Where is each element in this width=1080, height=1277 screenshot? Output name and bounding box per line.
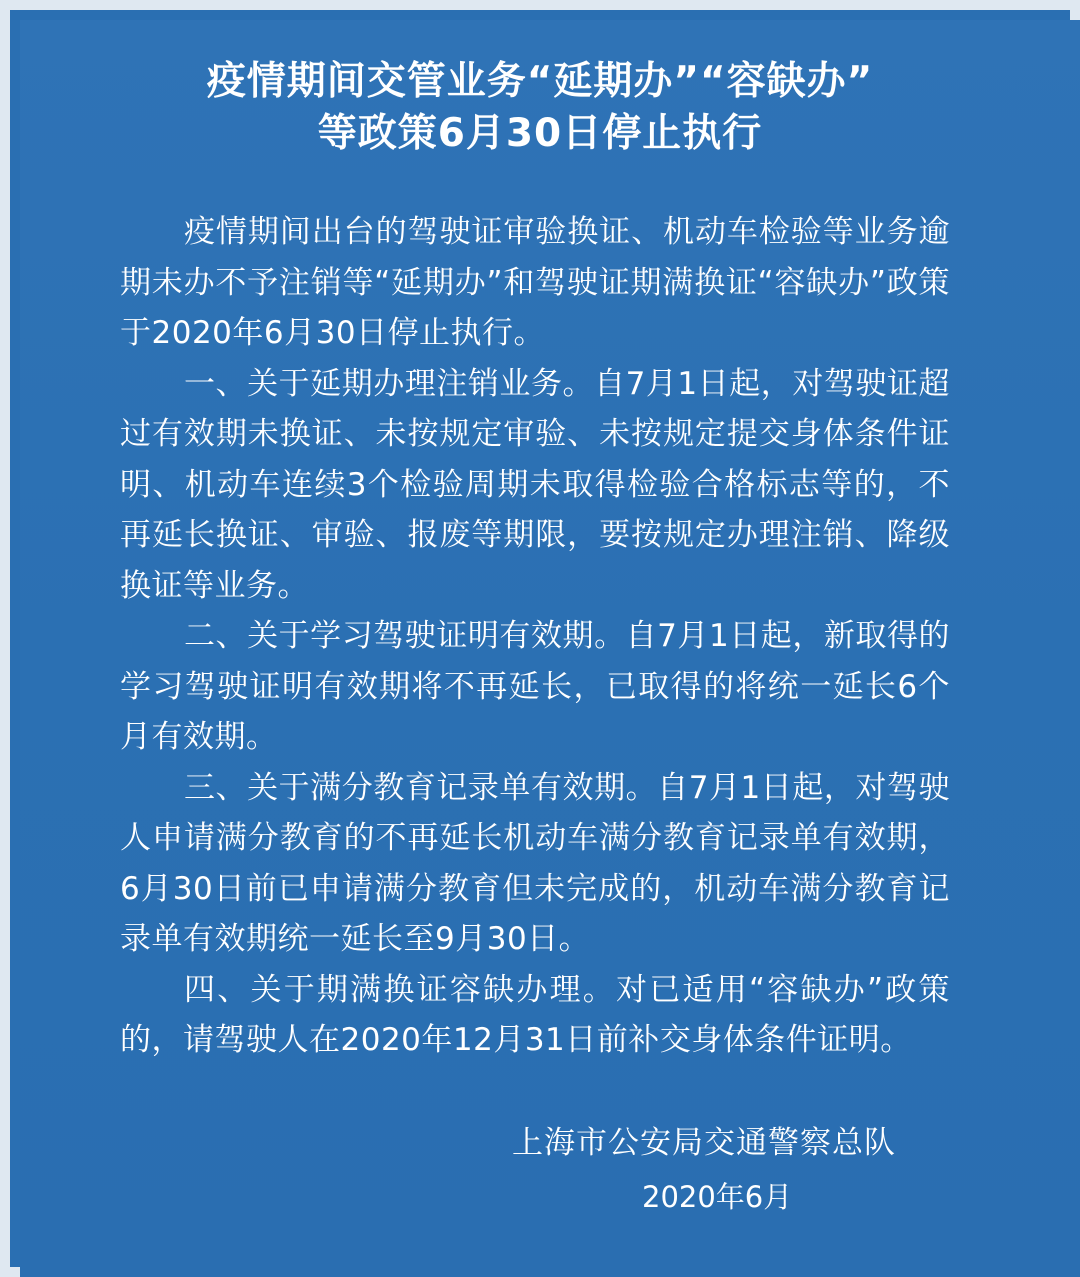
notice-title-line2: 等政策6月30日停止执行 bbox=[317, 111, 763, 156]
signature-date: 2020年6月 bbox=[642, 1180, 793, 1214]
paragraph-section-4: 四、关于期满换证容缺办理。对已适用“容缺办”政策的，请驾驶人在2020年12月31日前补交身体条件证明。 bbox=[120, 971, 950, 1058]
paragraph-intro: 疫情期间出台的驾驶证审验换证、机动车检验等业务逾期未办不予注销等“延期办”和驾驶证期满换证“容缺办”政策于2020年6月30日停止执行。 bbox=[120, 214, 950, 351]
signature-organization: 上海市公安局交通警察总队 bbox=[512, 1125, 896, 1161]
paragraph-section-3: 三、关于满分教育记录单有效期。自7月1日起，对驾驶人申请满分教育的不再延长机动车满分教育记录单有效期，6月30日前已申请满分教育但未完成的，机动车满分教育记录单有效期统一延长至9月30日。 bbox=[120, 769, 950, 957]
notice-title-line1: 疫情期间交管业务“延期办”“容缺办” bbox=[206, 59, 874, 104]
paragraph-section-2: 二、关于学习驾驶证明有效期。自7月1日起，新取得的学习驾驶证明有效期将不再延长，已取得的将统一延长6个月有效期。 bbox=[120, 618, 950, 755]
notice-body bbox=[120, 207, 950, 1066]
paragraph-section-1: 一、关于延期办理注销业务。自7月1日起，对驾驶证超过有效期未换证、未按规定审验、未按规定提交身体条件证明、机动车连续3个检验周期未取得检验合格标志等的，不再延长换证、审验、报废等期限，要按规定办理注销、降级换证等业务。 bbox=[120, 365, 950, 604]
